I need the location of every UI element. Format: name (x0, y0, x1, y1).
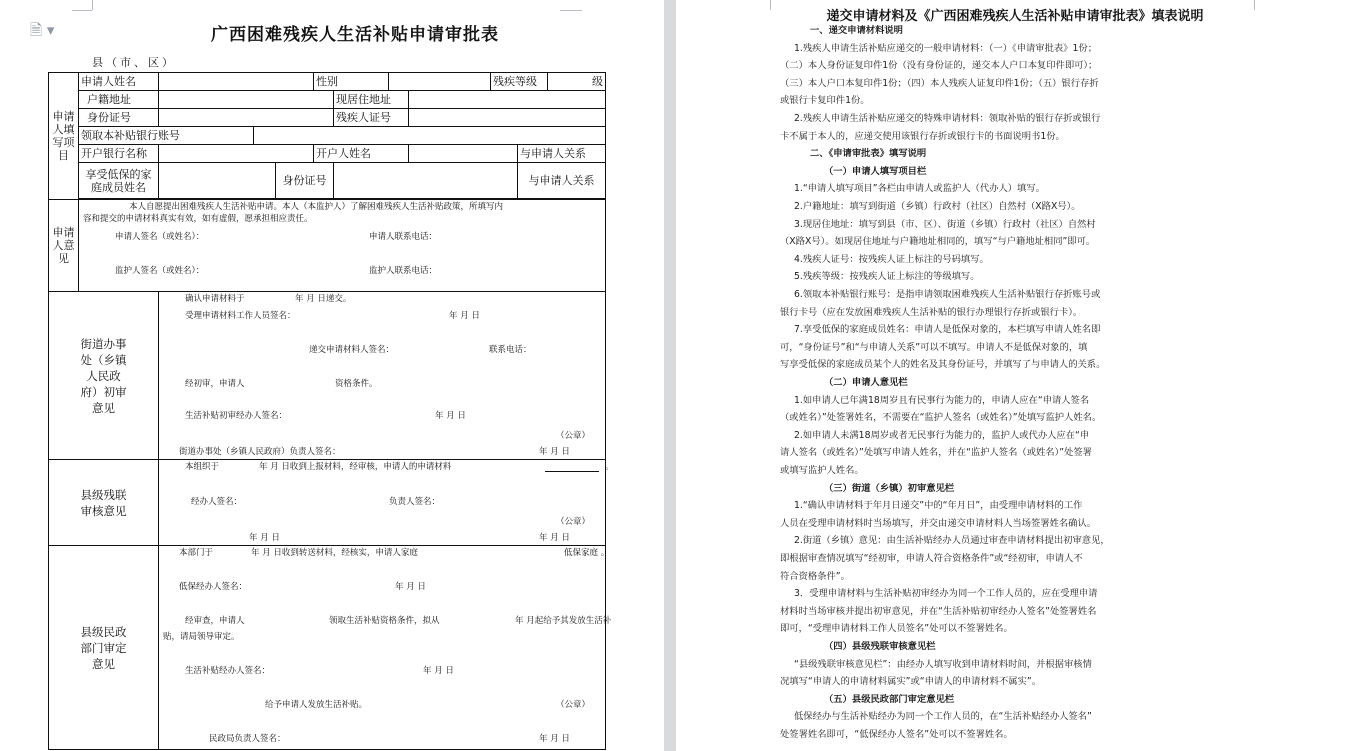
field-label-id-number: 身份证号 (79, 109, 159, 127)
civil-head-signature-label: 民政局负责人签名： (209, 734, 286, 744)
instructions-line: 1.如申请人已年满18周岁且有民事行为能力的，申请人应在“申请人签名 (794, 394, 1090, 406)
federation-head-date-label: 年 月 日 (539, 533, 570, 543)
street-head-date-label: 年 月 日 (539, 447, 570, 457)
field-value-id-number[interactable] (159, 109, 334, 127)
street-review-section (159, 292, 606, 460)
field-value-household-address[interactable] (159, 91, 334, 109)
instructions-line: 即根据审查情况填写“经初审，申请人符合资格条件”或“经初审，申请人不 (780, 553, 1083, 564)
civil-affairs-section (159, 546, 612, 750)
qualification-label: 资格条件。 (335, 379, 378, 389)
federation-head-signature-label: 负责人签名： (389, 497, 441, 507)
low-income-handler-signature-label: 低保经办人签名： (179, 582, 248, 592)
applicant-opinion-side-label: 申请人意见 (49, 200, 79, 292)
instructions-heading: 二、《申请审批表》填写说明 (810, 148, 927, 160)
federation-handler-date-label: 年 月 日 (249, 533, 280, 543)
field-value-name[interactable] (159, 73, 314, 91)
instructions-line: 写享受低保的家庭成员某个人的姓名及其身份证号，并填写了与申请人的关系。 (780, 359, 1106, 371)
preliminary-review-label: 经初审，申请人 (185, 379, 245, 389)
review-result-blank[interactable] (545, 462, 599, 472)
guardian-signature-label: 监护人签名（或姓名）： (115, 266, 205, 276)
right-page (676, 0, 1354, 751)
instructions-line: 或银行卡复印件1份。 (780, 95, 870, 107)
preliminary-handler-signature-label: 生活补贴初审经办人签名： (185, 411, 288, 421)
instructions-line: 5.残疾等级：按残疾人证上标注的等级填写。 (794, 271, 980, 283)
instructions-heading: （二）申请人意见栏 (824, 377, 908, 388)
instructions-line: 3．受理申请材料与生活补贴初审经办为同一个工作人员的，应在受理申请 (794, 588, 1098, 600)
instructions-line: 1.残疾人申请生活补贴应递交的一般申请材料：（一）《申请审批表》1份； (794, 42, 1097, 54)
street-head-signature-label: 街道办事处（乡镇人民政府）负责人签名： (179, 447, 341, 457)
field-value-bank-name[interactable] (159, 145, 314, 163)
federation-seal-label: （公章） (556, 517, 591, 527)
instructions-line: （或姓名）”处签署姓名，不需要在“监护人签名（或姓名）”处填写监护人姓名。 (780, 412, 1102, 424)
street-review-side-label: 街道办事处（乡镇人民政府）初审意见 (49, 292, 159, 460)
civil-approval-request-label: 贴，请局领导审定。 (163, 632, 240, 642)
document-icon[interactable]: 🗎 ▾ (30, 21, 55, 39)
receiver-signature-label: 受理申请材料工作人员签名： (185, 311, 296, 321)
applicant-phone-label: 申请人联系电话： (369, 232, 438, 242)
crop-mark (560, 10, 582, 11)
applicant-opinion-section (79, 200, 606, 292)
receiver-date-label: 年 月 日 (449, 311, 480, 321)
crop-mark (92, 0, 93, 10)
instructions-heading: （四）县级残联审核意见栏 (824, 641, 936, 652)
received-label: 本组织于 (185, 462, 220, 472)
instructions-line: “县级残联审核意见栏”：由经办人填写收到申请材料时间，并根据审核情 (794, 658, 1092, 670)
applicant-signature-label: 申请人签名（或姓名）： (115, 232, 205, 242)
field-label-current-address: 现居住地址 (334, 91, 409, 109)
instructions-line: 7.享受低保的家庭成员姓名：申请人是低保对象的，本栏填写申请人姓名即 (794, 324, 1101, 336)
instructions-line: 符合资格条件”。 (780, 570, 850, 582)
instructions-line: （二）本人身份证复印件1份（没有身份证的，递交本人户口本复印件即可）； (780, 60, 1098, 72)
field-value-account-holder[interactable] (409, 145, 518, 163)
field-label-relationship: 与申请人关系 (518, 145, 606, 163)
field-value-disability-card[interactable] (409, 109, 606, 127)
instructions-line: 低保经办与生活补贴经办为同一个工作人员的，在“生活补贴经办人签名” (794, 711, 1092, 723)
left-page (0, 0, 664, 751)
low-income-family-label: 低保家庭 。 (564, 548, 610, 558)
instructions-title: 递交申请材料及《广西困难残疾人生活补贴申请审批表》填表说明 (826, 9, 1204, 24)
instructions-line: 2.如申请人未满18周岁或者无民事行为能力的，监护人或代办人应在“申 (794, 429, 1090, 441)
civil-received-label: 本部门于 (179, 548, 214, 558)
instructions-heading: 一、递交申请材料说明 (810, 25, 903, 36)
confirm-materials-label: 确认申请材料于 (185, 294, 245, 304)
field-unit-level: 级 (548, 73, 606, 91)
submitter-signature-label: 递交申请材料人签名： (309, 345, 395, 355)
applicant-fill-side-label: 申请人填写项目 (49, 73, 79, 200)
subsidy-handler-date-label: 年 月 日 (423, 666, 454, 676)
field-label-bank-account: 领取本补贴银行账号 (79, 127, 254, 145)
instructions-line: 2.残疾人申请生活补贴应递交的特殊申请材料：领取补贴的银行存折或银行 (794, 113, 1101, 124)
field-label-member-id: 身份证号 (276, 163, 334, 199)
confirm-date-label: 年 月 日递交。 (295, 294, 352, 304)
field-label-name: 申请人姓名 (79, 73, 159, 91)
guardian-phone-label: 监护人联系电话： (369, 266, 438, 276)
instructions-line: 材料时当场审核并提出初审意见，并在“生活补贴初审经办人签名”处签署姓名 (780, 605, 1097, 617)
civil-review-label: 经审查，申请人 (185, 616, 245, 626)
instructions-line: 可，“身份证号”和“与申请人关系”可以不填写。申请人不是低保对象的，填 (780, 341, 1088, 353)
review-result-end: 。 (605, 462, 614, 472)
low-income-handler-date-label: 年 月 日 (395, 582, 426, 592)
civil-verification-label: 年 月 日收到转送材料，经核实，申请人家庭 (251, 548, 418, 558)
federation-handler-signature-label: 经办人签名： (191, 497, 243, 507)
field-label-gender: 性别 (314, 73, 389, 91)
field-label-low-income-member: 享受低保的家庭成员姓名 (79, 163, 159, 199)
field-label-account-holder: 开户人姓名 (314, 145, 409, 163)
field-value-current-address[interactable] (409, 91, 606, 109)
page-title: 广西困难残疾人生活补贴申请审批表 (211, 25, 499, 45)
instructions-heading: （三）街道（乡镇）初审意见栏 (824, 482, 955, 494)
civil-affairs-side-label: 县级民政部门审定意见 (49, 546, 159, 750)
instructions-line: 卡不属于本人的，应递交使用该银行存折或银行卡的书面说明书1份。 (780, 130, 1065, 142)
field-label-disability-level: 残疾等级 (491, 73, 548, 91)
statement-line-1: 本人自愿提出困难残疾人生活补贴申请。本人（本监护人）了解困难残疾人生活补贴政策，所填写内 (129, 202, 504, 212)
instructions-line: 1.“申请人填写项目”各栏由申请人或监护人（代办人）填写。 (794, 183, 1045, 195)
instructions-line: 处签署姓名即可，“低保经办人签名”处可以不签署姓名。 (780, 729, 1013, 740)
civil-start-date-label: 年 月起给予其发放生活补 (515, 616, 612, 626)
instructions-line: 1.“确认申请材料于年月日递交”中的“年月日”，由受理申请材料的工作 (794, 500, 1083, 512)
field-value-member-id[interactable] (334, 163, 518, 199)
field-value-low-income-member[interactable] (159, 163, 276, 199)
civil-head-date-label: 年 月 日 (539, 734, 570, 744)
submitter-phone-label: 联系电话： (489, 345, 532, 355)
instructions-line: 即可，“受理申请材料工作人员签名”处可以不签署姓名。 (780, 623, 1013, 635)
field-label-disability-card: 残疾人证号 (334, 109, 409, 127)
civil-seal-label: （公章） (556, 700, 591, 710)
field-value-bank-account[interactable] (254, 127, 606, 145)
preliminary-handler-date-label: 年 月 日 (435, 411, 466, 421)
disabled-federation-side-label: 县级残联审核意见 (49, 460, 159, 546)
application-form (48, 72, 614, 750)
instructions-line: 况填写“申请人的申请材料属实”或“申请人的申请材料不属实”。 (780, 676, 1041, 688)
instructions-line: 4.残疾人证号：按残疾人证上标注的号码填写。 (794, 253, 989, 265)
instructions-heading: （五）县级民政部门审定意见栏 (824, 693, 955, 705)
instructions-line: 3.现居住地址：填写到县（市、区）、街道（乡镇）行政村（社区）自然村 (794, 218, 1096, 230)
statement-line-2: 容和提交的申请材料真实有效，如有虚假，愿承担相应责任。 (83, 214, 313, 224)
field-value-gender[interactable] (389, 73, 491, 91)
subsidy-handler-signature-label: 生活补贴经办人签名： (185, 666, 271, 676)
instructions-line: （三）本人户口本复印件1份；（四）本人残疾人证复印件1份；（五）银行存折 (780, 77, 1099, 89)
field-label-household-address: 户籍地址 (79, 91, 159, 109)
street-seal-label: （公章） (556, 431, 591, 441)
instructions-line: 银行卡号（应在发放困难残疾人生活补贴的银行办理银行存折或银行卡）。 (780, 306, 1083, 318)
instructions-line: 2.户籍地址：填写到街道（乡镇）行政村（社区）自然村（X路X号）。 (794, 201, 1081, 212)
county-label: 县（市、区） (92, 56, 176, 69)
instructions-line: 请人签名（或姓名）”处填写申请人姓名，并在“监护人签名（或姓名）”处签署 (780, 447, 1092, 459)
civil-qualification-label: 领取生活补贴资格条件，拟从 (329, 616, 440, 626)
instructions-heading: （一）申请人填写项目栏 (824, 165, 927, 177)
crop-mark (72, 10, 92, 11)
review-result-label: 年 月 日收到上报材料，经审核，申请人的申请材料 (259, 462, 452, 472)
instructions-line: 或填写监护人姓名。 (780, 465, 864, 476)
grant-subsidy-label: 给予申请人发放生活补贴。 (265, 700, 368, 710)
disabled-federation-section (159, 460, 614, 546)
instructions-line: 2.街道（乡镇）意见：由生活补贴经办人员通过审查申请材料提出初审意见， (794, 535, 1110, 547)
instructions-line: （X路X号）。如现居住地址与户籍地址相同的，填写“与户籍地址相同”即可。 (780, 236, 1096, 248)
instructions-line: 6.领取本补贴银行账号：是指申请领取困难残疾人生活补贴银行存折账号或 (794, 289, 1101, 300)
field-label-member-relationship: 与申请人关系 (518, 163, 606, 199)
instructions-line: 人员在受理申请材料时当场填写，并交由递交申请材料人当场签署姓名确认。 (780, 517, 1097, 529)
field-label-bank-name: 开户银行名称 (79, 145, 159, 163)
